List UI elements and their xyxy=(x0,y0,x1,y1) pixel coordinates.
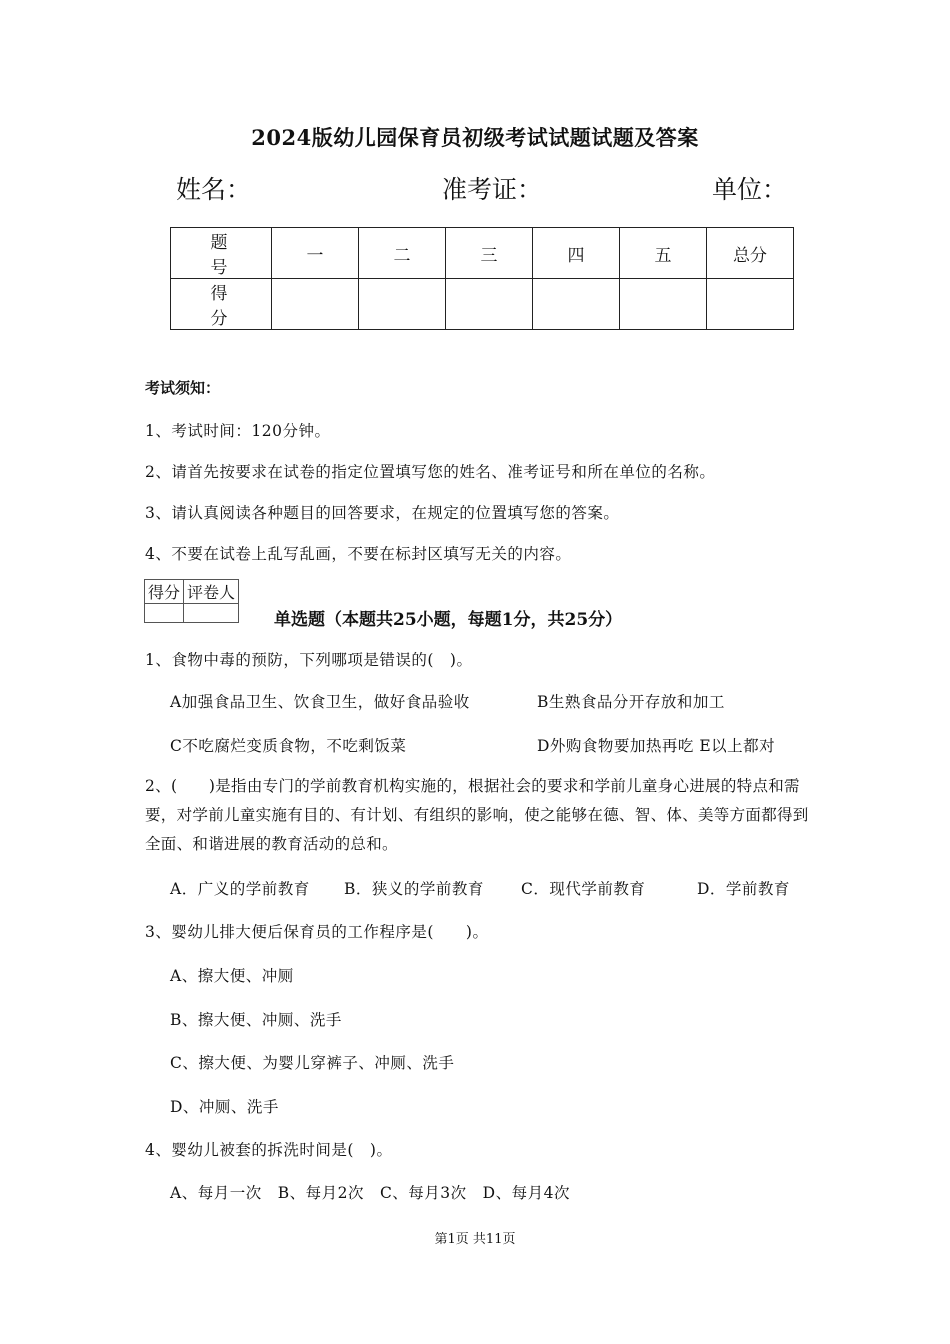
score-cell[interactable] xyxy=(446,279,533,330)
notice-title: 考试须知： xyxy=(145,379,221,397)
question-number-header: 题 号 xyxy=(171,228,272,279)
page-footer: 第1页 共11页 xyxy=(434,1232,516,1247)
score-cell[interactable] xyxy=(533,279,620,330)
score-table-score-row xyxy=(171,279,794,330)
score-cell[interactable] xyxy=(707,279,794,330)
question-1-option-c: C不吃腐烂变质食物，不吃剩饭菜 xyxy=(170,737,407,755)
section-1-header: 一 xyxy=(272,228,359,279)
notice-item: 4、不要在试卷上乱写乱画，不要在标封区填写无关的内容。 xyxy=(145,545,572,563)
grader-score-cell[interactable] xyxy=(145,604,184,623)
section-3-header: 三 xyxy=(446,228,533,279)
question-2-option-a: A．广义的学前教育 xyxy=(170,880,310,898)
page-title: 2024版幼儿园保育员初级考试试题试题及答案 xyxy=(251,125,699,150)
score-cell[interactable] xyxy=(272,279,359,330)
grader-score-label: 得分 xyxy=(145,580,184,604)
section-2-header: 二 xyxy=(359,228,446,279)
score-table-header-row xyxy=(171,228,794,279)
question-3-option-d: D、冲厕、洗手 xyxy=(170,1098,279,1116)
question-2-option-b: B．狭义的学前教育 xyxy=(344,880,484,898)
question-3-option-a: A、擦大便、冲厕 xyxy=(170,967,294,985)
grader-box xyxy=(144,579,239,623)
section-title: 单选题（本题共25小题，每题1分，共25分） xyxy=(274,610,623,630)
notice-item: 3、请认真阅读各种题目的回答要求，在规定的位置填写您的答案。 xyxy=(145,504,620,522)
exam-id-field-label: 准考证： xyxy=(442,175,543,204)
question-4-stem: 4、婴幼儿被套的拆洗时间是( )。 xyxy=(145,1141,393,1159)
grader-reviewer-cell[interactable] xyxy=(184,604,239,623)
question-3-option-b: B、擦大便、冲厕、洗手 xyxy=(170,1011,342,1029)
question-2-option-c: C．现代学前教育 xyxy=(521,880,646,898)
score-cell[interactable] xyxy=(359,279,446,330)
unit-field-label: 单位： xyxy=(712,175,788,204)
score-cell[interactable] xyxy=(620,279,707,330)
question-1-option-b: B生熟食品分开存放和加工 xyxy=(537,693,725,711)
question-2-option-d: D．学前教育 xyxy=(697,880,790,898)
question-1-option-a: A加强食品卫生、饮食卫生，做好食品验收 xyxy=(170,693,470,711)
question-1-stem: 1、食物中毒的预防，下列哪项是错误的( )。 xyxy=(145,651,473,669)
notice-item: 2、请首先按要求在试卷的指定位置填写您的姓名、准考证号和所在单位的名称。 xyxy=(145,463,716,481)
section-5-header: 五 xyxy=(620,228,707,279)
score-table xyxy=(170,227,794,330)
grader-reviewer-label: 评卷人 xyxy=(184,580,239,604)
score-row-label: 得 分 xyxy=(171,279,272,330)
name-field-label: 姓名： xyxy=(176,175,252,204)
section-4-header: 四 xyxy=(533,228,620,279)
question-4-options: A、每月一次 B、每月2次 C、每月3次 D、每月4次 xyxy=(170,1184,570,1202)
question-3-stem: 3、婴幼儿排大便后保育员的工作程序是( )。 xyxy=(145,923,489,941)
question-3-option-c: C、擦大便、为婴儿穿裤子、冲厕、洗手 xyxy=(170,1054,455,1072)
total-score-header: 总分 xyxy=(707,228,794,279)
question-1-option-d: D外购食物要加热再吃 E以上都对 xyxy=(537,737,776,755)
notice-item: 1、考试时间：120分钟。 xyxy=(145,422,331,440)
question-2-stem: 2、( )是指由专门的学前教育机构实施的，根据社会的要求和学前儿童身心进展的特点和需要，对学前儿童实施有目的、有计划、有组织的影响，使之能够在德、智、体、美等方面都得到全面、和谐进展的教育活动的总和。 xyxy=(145,777,809,853)
